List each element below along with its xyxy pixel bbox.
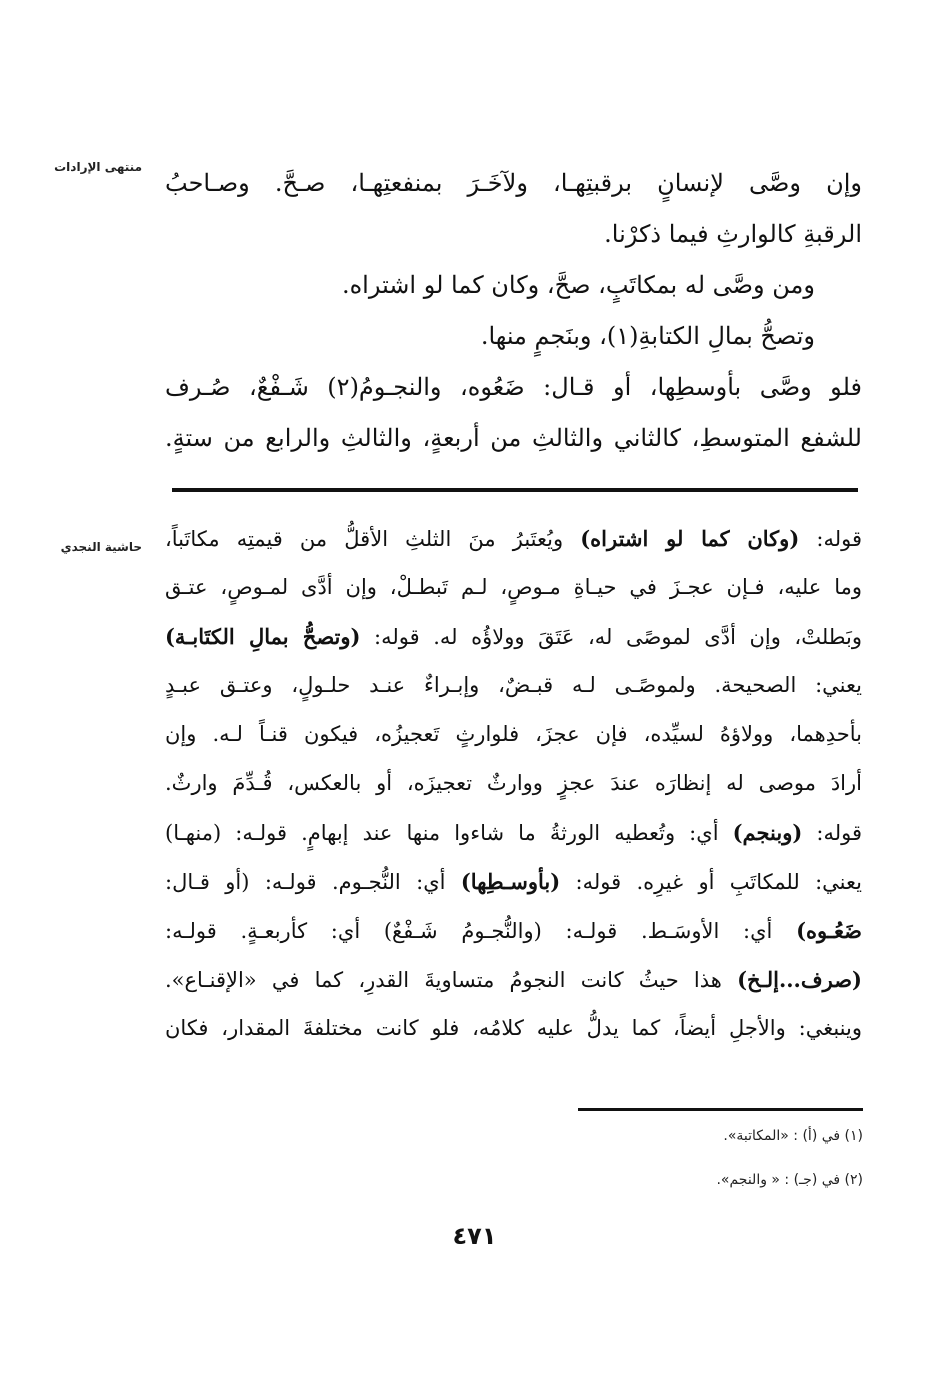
commentary-line [165, 808, 862, 857]
commentary-text: قوله: [802, 821, 862, 845]
commentary-keyword: (صرف...إلـخ) [737, 967, 862, 992]
commentary-text: وبَطلتْ، وإن أدَّى لموصًى له، عَتَقَ وولاؤُه له. قوله: [360, 625, 862, 649]
commentary-line [165, 759, 862, 808]
commentary-keyword: ضَعُـوه) [796, 918, 862, 943]
commentary-text: أي: النُّجـوم. قولـه: (أو قـال: [165, 870, 461, 894]
main-text-block [165, 158, 862, 464]
commentary-line [165, 955, 862, 1004]
commentary-line [165, 661, 862, 710]
commentary-text: وما عليه، فـإن عجـزَ في حيـاةِ مـوصٍ، لـم تَبطـلْ، وإن أدَّى لمـوصٍ، عتـق [165, 575, 862, 599]
commentary-keyword: (وبنجم) [732, 820, 803, 845]
commentary-text: يعني: الصحيحة. ولموصًـى لـه قبـضٌ، وإبـراءٌ عنـد حلـولٍ، وعتـق عبـدٍ [165, 673, 862, 697]
separator-rule [172, 488, 858, 492]
commentary-text: يعني: للمكاتَبِ أو غيرِه. قوله: [560, 870, 862, 894]
commentary-text: قوله: [799, 527, 862, 551]
main-line: ومن وصَّى له بمكاتَبٍ، صحَّ، وكان كما لو اشتراه. [341, 271, 815, 299]
commentary-line [165, 710, 862, 759]
commentary-text: أي: وتُعطيه الورثةُ ما شاءوا منها عند إبهامٍ. قولـه: (منهـا) [165, 821, 733, 845]
footnote: (١) في (أ) : «المكاتبة». [723, 1128, 863, 1144]
commentary-line [165, 906, 862, 955]
commentary-line [165, 857, 862, 906]
margin-label-main: منتهى الإرادات [54, 160, 142, 174]
main-line: الرقبةِ كالوارثِ فيما ذكرْنا. [604, 220, 862, 248]
main-line: وإن وصَّى لإنسانٍ برقبتِهـا، ولآخَـرَ بمنفعتِهـا، صـحَّ. وصـاحبُ [165, 169, 862, 197]
commentary-text-block [165, 514, 862, 1053]
main-line: للشفع المتوسطِ، كالثاني والثالثِ من أربعةٍ، والثالثِ والرابع من ستةٍ. [165, 424, 862, 452]
commentary-text: ويُعتَبرُ منَ الثلثِ الأقلُّ من قيمتِه مكاتَباً، [165, 527, 581, 551]
main-line: وتصحُّ بمالِ الكتابةِ(١)، وبنَجمٍ منها. [480, 322, 815, 350]
margin-label-hashiya: حاشية النجدي [60, 540, 142, 554]
commentary-line [165, 563, 862, 612]
commentary-text: بأحدِهما، وولاؤهُ لسيِّده، فإن عجزَ، فلوارثٍ تَعجيزُه، فيكون قنـاً لـه. وإن [165, 722, 862, 746]
commentary-keyword: (وكان كما لو اشتراه) [580, 526, 800, 551]
commentary-text: أي: الأوسَـط. قولـه: (والنُّجـومُ شَـفْعٌ) أي: كأربعـةٍ. قولـه: [165, 919, 797, 943]
page-number: ٤٧١ [452, 1222, 497, 1250]
commentary-text: أرادَ موصى له إنظارَه عندَ عجزٍ ووارثٌ تعجيزَه، أو بالعكس، قُـدِّمَ وارثٌ. [165, 771, 862, 795]
footnote: (٢) في (جـ) : « والنجم». [716, 1172, 863, 1188]
commentary-text: وينبغي: والأجلِ أيضاً، كما يدلُّ عليه كلامُه، فلو كانت مختلفةَ المقدار، فكان [165, 1016, 862, 1040]
commentary-line [165, 612, 862, 661]
footnote-rule [578, 1108, 863, 1111]
main-line: فلو وصَّى بأوسطِها، أو قـال: ضَعُوه، والنجـومُ(٢) شَـفْعٌ، صُـرف [165, 373, 862, 401]
commentary-line [165, 514, 862, 563]
commentary-line [165, 1004, 862, 1053]
commentary-keyword: (بأوسـطِها) [460, 869, 561, 894]
commentary-text: هذا حيثُ كانت النجومُ متساويةَ القدرِ، كما في «الإقنـاع». [165, 968, 738, 992]
commentary-keyword: (وتصحُّ بمالِ الكتَابـة) [165, 624, 361, 649]
